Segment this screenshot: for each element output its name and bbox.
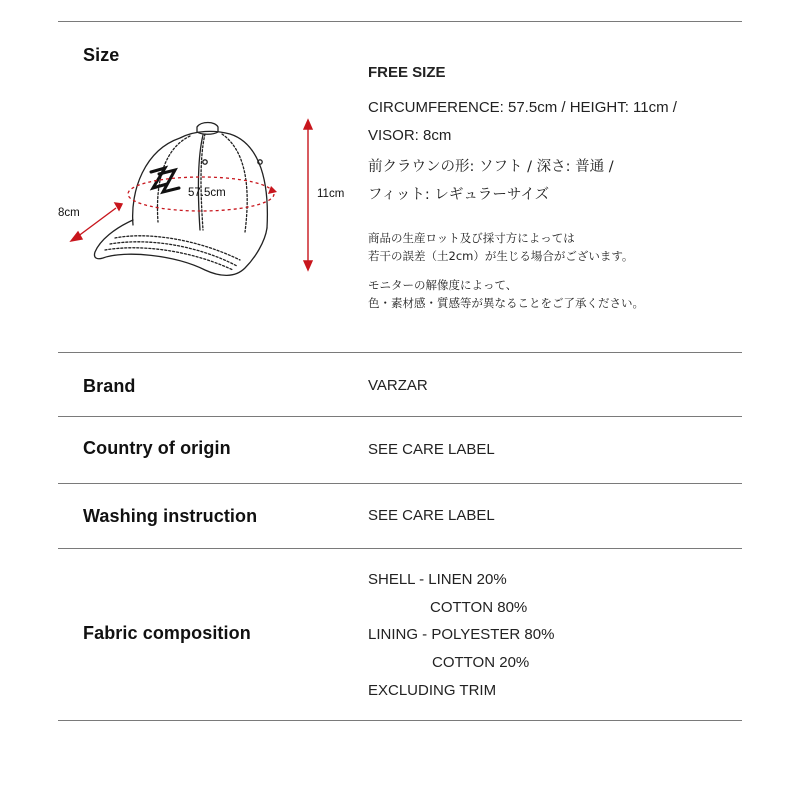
origin-value: SEE CARE LABEL [368, 441, 495, 458]
washing-value: SEE CARE LABEL [368, 507, 495, 524]
circumference-arrowhead [268, 186, 277, 194]
monitor-note-line-1: モニターの解像度によって、 [368, 278, 518, 292]
divider-brand-origin [58, 416, 742, 417]
bottom-divider [58, 720, 742, 721]
height-arrow [304, 120, 312, 270]
washing-label: Washing instruction [83, 506, 258, 526]
measurement-line-2: VISOR: 8cm [368, 127, 452, 144]
circumference-label: 57.5cm [188, 187, 226, 199]
lot-note-line-1: 商品の生産ロット及び採寸方によっては [368, 231, 575, 245]
eyelet-left [203, 160, 207, 164]
shape-depth-line: 前クラウンの形: ソフト / 深さ: 普通 / [368, 159, 614, 175]
cap-visor [94, 220, 267, 275]
divider-washing-fabric [58, 548, 742, 549]
fit-line: フィット: レギュラーサイズ [368, 187, 550, 203]
fabric-line-lining-cotton: COTTON 20% [432, 654, 530, 671]
brand-value: VARZAR [368, 377, 428, 394]
visor-label: 8cm [58, 207, 80, 219]
measurement-line-1: CIRCUMFERENCE: 57.5cm / HEIGHT: 11cm / [368, 99, 677, 116]
size-label: Size [83, 45, 120, 65]
brand-label: Brand [83, 376, 136, 396]
fabric-line-shell: SHELL - LINEN 20% [368, 571, 507, 588]
divider-size-brand [58, 352, 742, 353]
logo-emblem [151, 168, 179, 192]
fabric-label: Fabric composition [83, 623, 251, 643]
fabric-line-excluding: EXCLUDING TRIM [368, 682, 497, 699]
size-name: FREE SIZE [368, 64, 446, 81]
monitor-note-line-2: 色・素材感・質感等が異なることをご了承ください。 [368, 296, 644, 310]
top-divider [58, 21, 742, 22]
divider-origin-washing [58, 483, 742, 484]
cap-crown-outline [133, 131, 268, 228]
fabric-line-lining: LINING - POLYESTER 80% [368, 626, 555, 643]
fabric-line-shell-cotton: COTTON 80% [430, 599, 528, 616]
origin-label: Country of origin [83, 438, 231, 458]
height-label: 11cm [317, 188, 345, 200]
lot-note-line-2: 若干の誤差（土2cm）が生じる場合がございます。 [368, 249, 634, 263]
